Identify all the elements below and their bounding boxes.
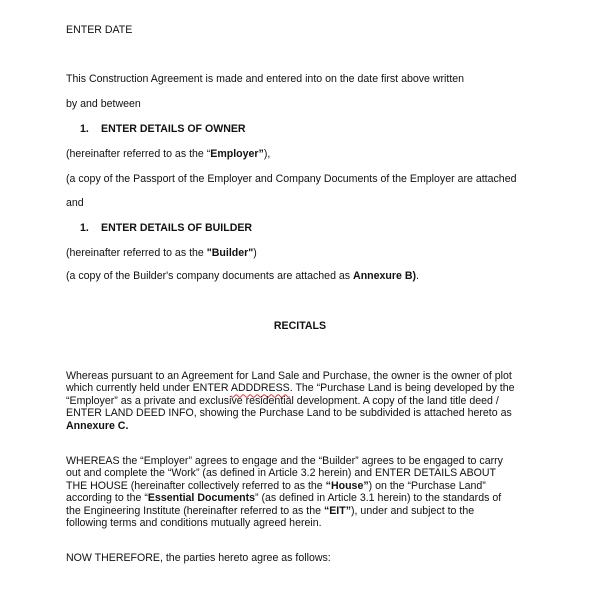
para2-l3-prefix: THE HOUSE (hereinafter collectively referred to as the xyxy=(66,479,326,492)
owner-reference-line xyxy=(66,149,270,160)
builder-copy-prefix: (a copy of the Builder's company documents are attached as xyxy=(66,270,354,282)
builder-copy-suffix: . xyxy=(416,270,419,282)
builder-ref-suffix: ) xyxy=(253,247,257,259)
owner-list-number: 1. xyxy=(80,123,89,135)
para1-line-1: Whereas pursuant to an Agreement for Land Sale and Purchase, the owner is the owner of plot xyxy=(66,370,512,382)
para1-line-3: “Employer” as a private and exclusive residential development. A copy of the land title deed / xyxy=(66,394,499,407)
owner-ref-suffix: ), xyxy=(263,148,271,160)
builder-reference-line xyxy=(66,248,257,259)
para1-line-4: ENTER LAND DEED INFO, showing the Purchase Land to be subdivided is attached hereto as xyxy=(66,407,512,420)
para2-line-5 xyxy=(66,505,546,517)
employer-term: Employer” xyxy=(210,148,264,160)
essential-documents-term: Essential Documents xyxy=(147,492,256,505)
annexure-b-term: Annexure B) xyxy=(353,270,417,282)
builder-ref-prefix: (hereinafter referred to as the xyxy=(66,247,207,259)
owner-heading-text: ENTER DETAILS OF OWNER xyxy=(101,123,246,135)
builder-heading-text: ENTER DETAILS OF BUILDER xyxy=(101,222,253,234)
para1-line-2 xyxy=(66,382,546,394)
recitals-heading: RECITALS xyxy=(273,320,327,332)
date-placeholder: ENTER DATE xyxy=(66,24,133,36)
intro-line: This Construction Agreement is made and entered into on the date first above written xyxy=(66,73,465,85)
builder-term: "Builder" xyxy=(206,247,254,259)
closing-statement: NOW THEREFORE, the parties hereto agree as follows: xyxy=(66,552,331,564)
para1-l2-suffix: . The “Purchase Land is being developed by the xyxy=(289,382,515,395)
and-connector: and xyxy=(66,197,84,209)
para2-l4-suffix: ” (as defined in Article 3.1 herein) to the standards of xyxy=(255,492,502,505)
para2-line-6: following terms and conditions mutually agreed herein. xyxy=(66,517,322,530)
para2-l4-prefix: according to the “ xyxy=(66,492,148,505)
eit-term: “EIT” xyxy=(323,504,352,517)
builder-copy-note xyxy=(66,271,419,282)
para2-line-4 xyxy=(66,492,546,504)
house-term: “House” xyxy=(325,479,369,492)
owner-ref-prefix: (hereinafter referred to as the “ xyxy=(66,148,211,160)
para2-l5-suffix: ), under and subject to the xyxy=(351,504,475,517)
intro-by-and-between: by and between xyxy=(66,98,141,110)
para2-l5-prefix: the Engineering Institute (hereinafter referred to as the xyxy=(66,504,324,517)
builder-list-number: 1. xyxy=(80,222,89,234)
para2-line-3 xyxy=(66,480,546,492)
recitals-paragraph-1 xyxy=(66,370,546,432)
para2-l3-suffix: ) on the “Purchase Land” xyxy=(368,479,486,492)
para1-l2-prefix: which currently held under ENTER xyxy=(66,382,231,395)
para1-line-5: Annexure C. xyxy=(66,419,129,432)
para2-line-1: WHEREAS the “Employer” agrees to engage and the “Builder” agrees to be engaged to carry xyxy=(66,455,503,467)
owner-copy-note: (a copy of the Passport of the Employer and Company Documents of the Employer are attached xyxy=(66,173,517,185)
recitals-paragraph-2 xyxy=(66,455,546,529)
spelling-flagged-word: ADDDRESS xyxy=(230,382,290,395)
para2-line-2: out and complete the “Work” (as defined in Article 3.2 herein) and ENTER DETAILS ABOUT xyxy=(66,467,497,480)
